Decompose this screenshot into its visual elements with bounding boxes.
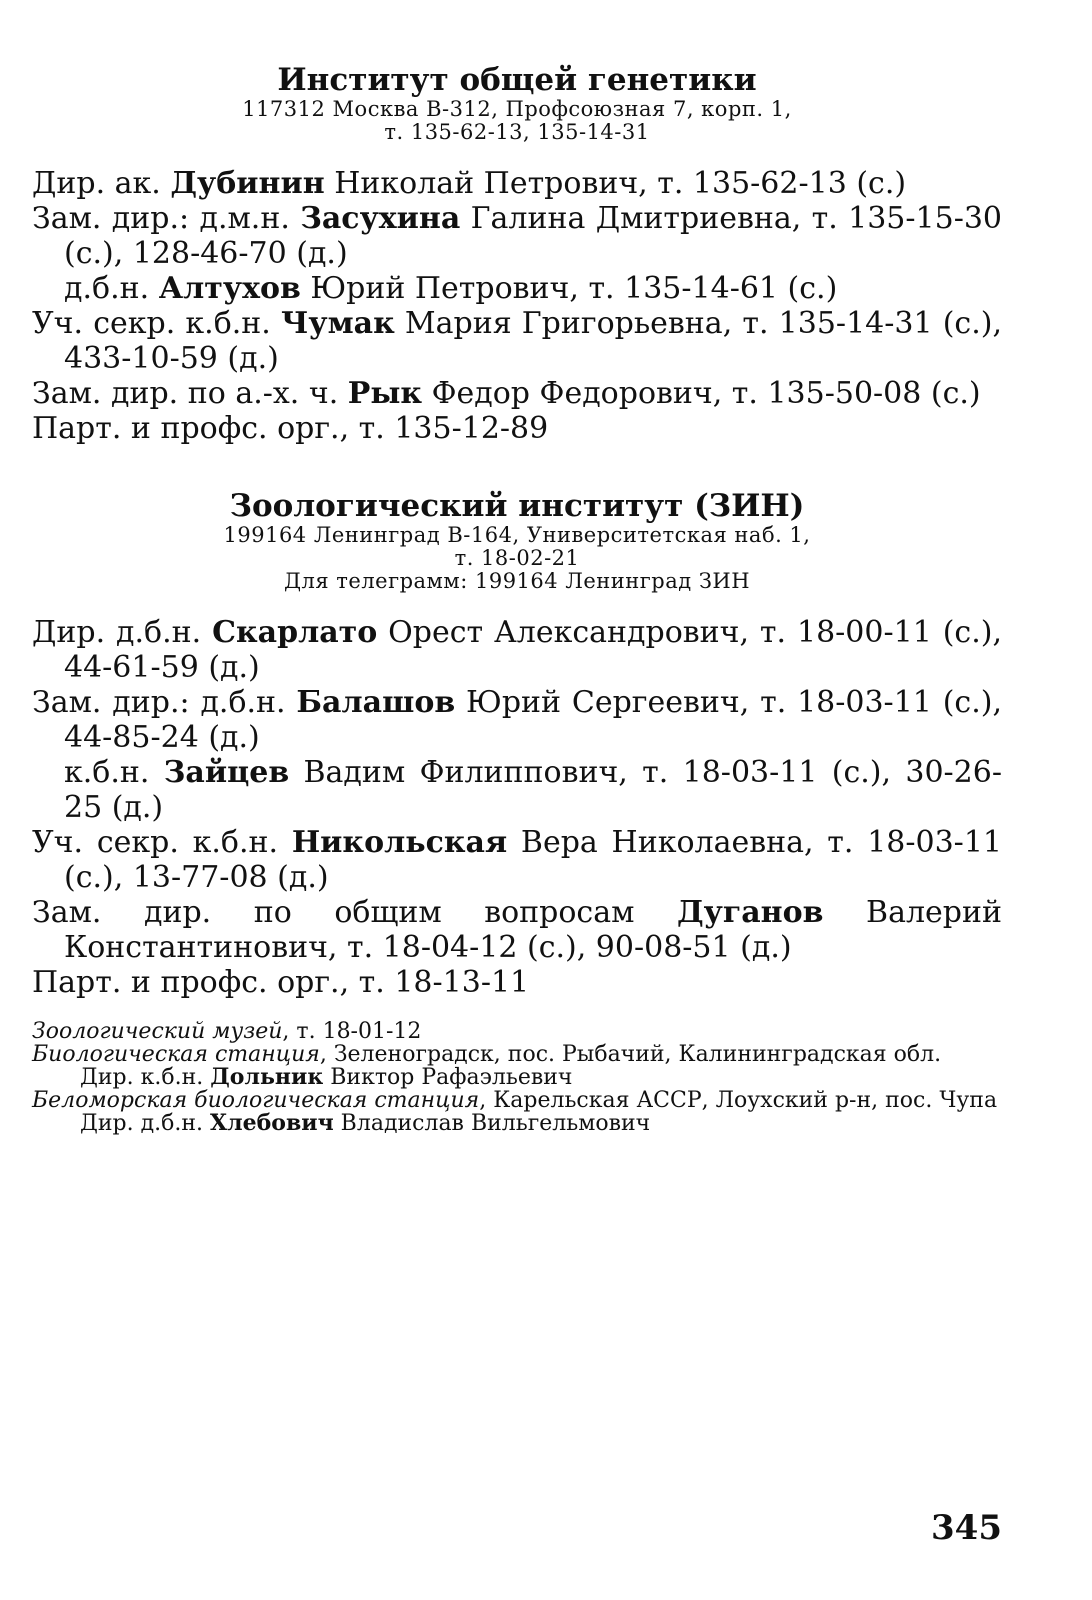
- staff-entry-secretary: Уч. секр. к.б.н. Никольская Вера Николаевна, т. 18-03-11 (с.), 13-77-08 (д.): [32, 825, 1002, 895]
- staff-entry-admin-deputy: Зам. дир. по а.-х. ч. Рык Федор Федорович, т. 135-50-08 (с.): [32, 376, 981, 411]
- staff-entry-deputy: Зам. дир.: д.б.н. Балашов Юрий Сергеевич, т. 18-03-11 (с.), 44-85-24 (д.): [32, 685, 1002, 755]
- staff-entry-general-deputy: Зам. дир. по общим вопросам Дуганов Валерий Константинович, т. 18-04-12 (с.), 90-08-51 (д.): [32, 895, 1002, 965]
- subdivision-white-sea-station: Беломорская биологическая станция, Карельская АССР, Лоухский р-н, пос. Чупа: [32, 1088, 998, 1113]
- subdivision-director: Дир. к.б.н. Дольник Виктор Рафаэльевич: [80, 1064, 573, 1090]
- subdivision-name: Зоологический музей: [32, 1019, 283, 1044]
- person-name: Алтухов: [158, 271, 301, 306]
- subdivision-name: Беломорская биологическая станция: [32, 1088, 480, 1113]
- staff-entry-deputy: Зам. дир.: д.м.н. Засухина Галина Дмитриевна, т. 135-15-30 (с.), 128-46-70 (д.): [32, 201, 1002, 271]
- person-name: Никольская: [291, 825, 508, 860]
- document-page: [32, 62, 1002, 1135]
- institute-telegram-line: Для телеграмм: 199164 Ленинград ЗИН: [283, 569, 751, 593]
- person-name: Балашов: [296, 685, 456, 720]
- institute-address-line: 117312 Москва В-312, Профсоюзная 7, корп. 1,: [242, 97, 792, 121]
- subdivisions-list: [32, 1020, 1002, 1135]
- person-name: Зайцев: [163, 755, 290, 790]
- subdivision-name: Биологическая станция: [32, 1042, 320, 1067]
- staff-entry-party: Парт. и профс. орг., т. 135-12-89: [32, 411, 549, 446]
- person-name: Дубинин: [170, 166, 325, 201]
- staff-entry-party: Парт. и профс. орг., т. 18-13-11: [32, 965, 530, 1000]
- subdivision-bio-station: Биологическая станция, Зеленоградск, пос. Рыбачий, Калининградская обл.: [32, 1042, 942, 1067]
- staff-entry-director: Дир. д.б.н. Скарлато Орест Александрович, т. 18-00-11 (с.), 44-61-59 (д.): [32, 615, 1002, 685]
- person-name: Рык: [347, 376, 423, 411]
- staff-entry-deputy: д.б.н. Алтухов Юрий Петрович, т. 135-14-61 (с.): [64, 271, 838, 306]
- staff-entry-deputy: к.б.н. Зайцев Вадим Филиппович, т. 18-03-11 (с.), 30-26-25 (д.): [64, 755, 1002, 825]
- person-name: Скарлато: [212, 615, 378, 650]
- institute-title: Зоологический институт (ЗИН): [229, 488, 805, 524]
- institute-title: Институт общей генетики: [277, 62, 757, 98]
- staff-entry-secretary: Уч. секр. к.б.н. Чумак Мария Григорьевна, т. 135-14-31 (с.), 433-10-59 (д.): [32, 306, 1002, 376]
- staff-list: [32, 166, 1002, 446]
- institute-section-zoology: [32, 488, 1002, 1135]
- institute-phone-line: т. 18-02-21: [454, 546, 580, 570]
- subdivision-director: Дир. д.б.н. Хлебович Владислав Вильгельмович: [80, 1110, 651, 1136]
- person-name: Дольник: [210, 1064, 324, 1090]
- subdivision-museum: Зоологический музей, т. 18-01-12: [32, 1019, 422, 1044]
- institute-phone-line: т. 135-62-13, 135-14-31: [384, 120, 650, 144]
- person-name: Дуганов: [676, 895, 824, 930]
- staff-entry-director: Дир. ак. Дубинин Николай Петрович, т. 135-62-13 (с.): [32, 166, 907, 201]
- page-number: 345: [931, 1508, 1002, 1548]
- person-name: Засухина: [300, 201, 461, 236]
- person-name: Хлебович: [210, 1110, 334, 1136]
- staff-list: [32, 615, 1002, 1000]
- institute-section-genetics: [32, 62, 1002, 446]
- person-name: Чумак: [280, 306, 395, 341]
- institute-address-line: 199164 Ленинград В-164, Университетская наб. 1,: [223, 523, 811, 547]
